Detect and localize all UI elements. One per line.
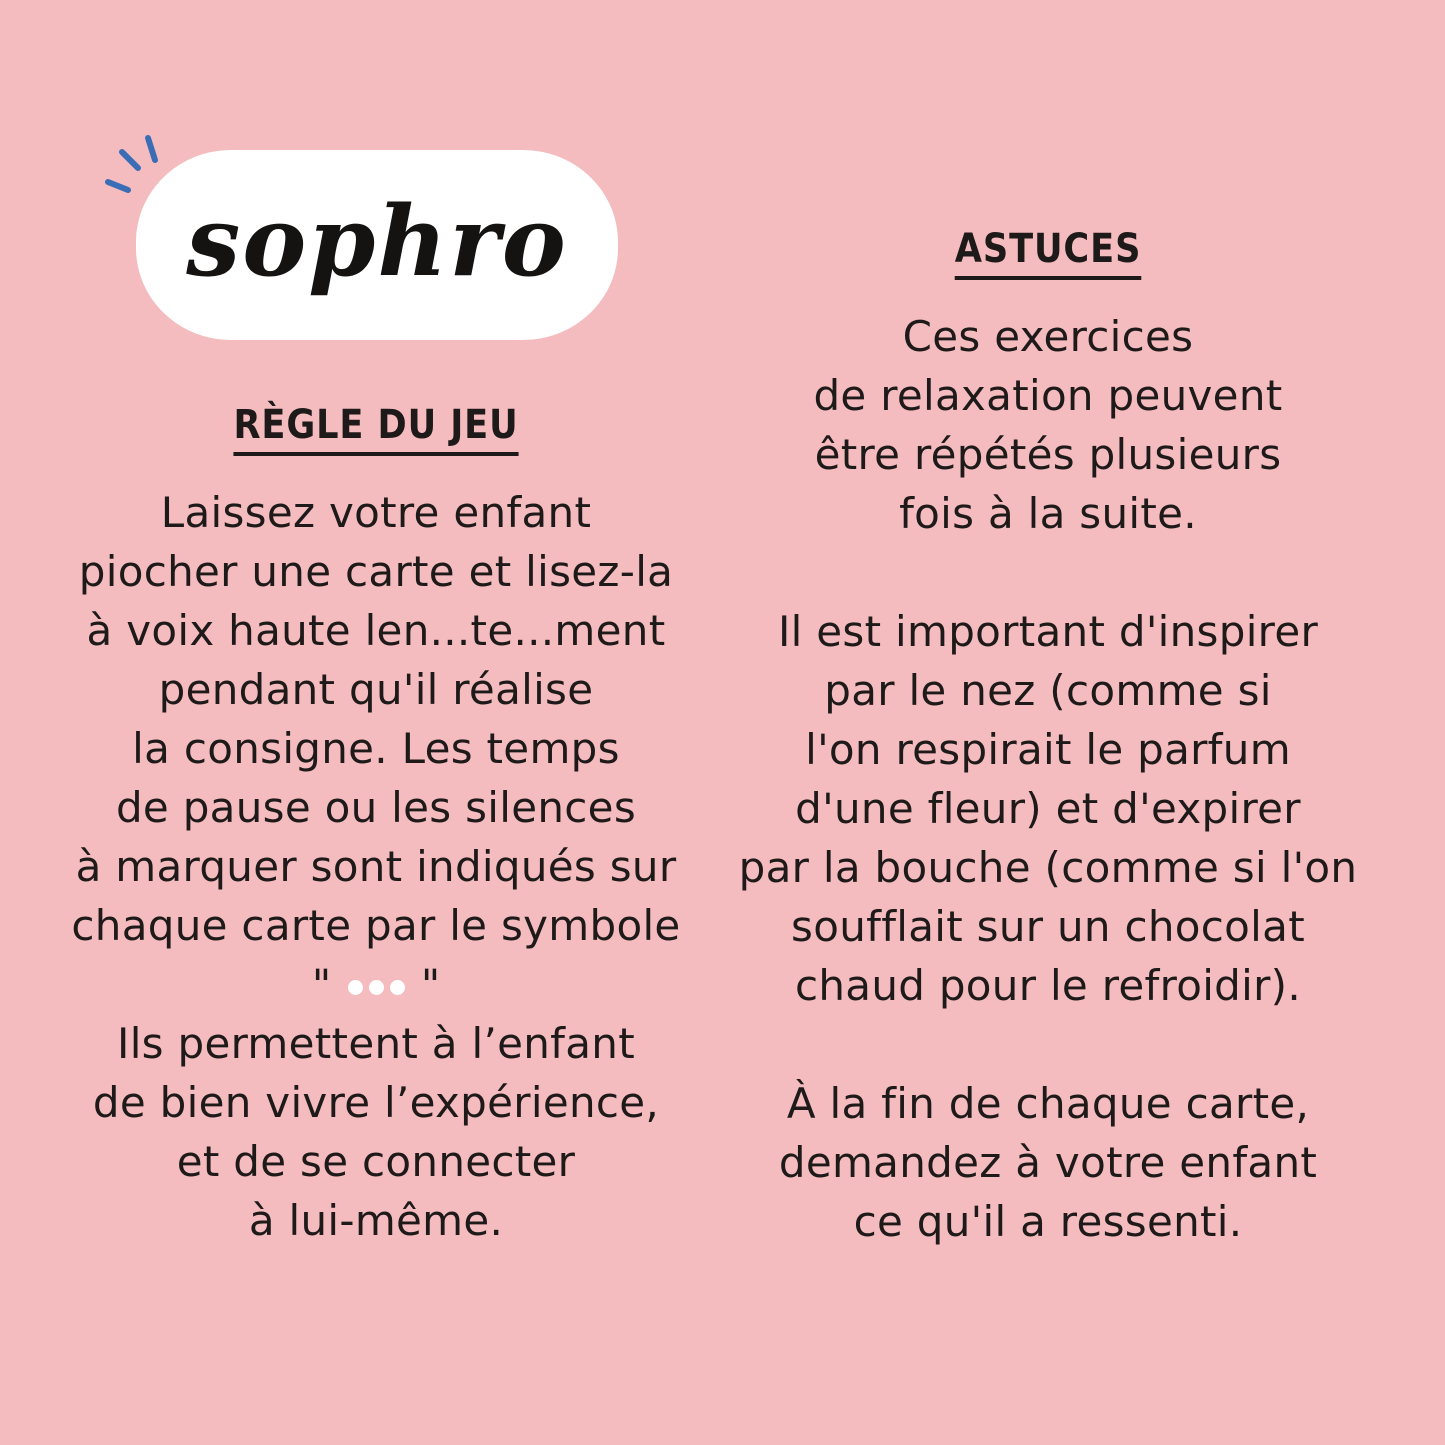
tips-line: d'une fleur) et d'expirer (795, 784, 1301, 833)
pause-dot (348, 980, 363, 995)
pause-symbol (40, 955, 712, 1014)
rules-line: Ils permettent à l’enfant (117, 1019, 635, 1068)
tips-line: l'on respirait le parfum (805, 725, 1291, 774)
rules-line: à lui-même. (248, 1196, 504, 1245)
rules-line: à voix haute len...te...ment (86, 606, 666, 655)
tips-line: être répétés plusieurs (814, 430, 1282, 479)
rules-heading: RÈGLE DU JEU (233, 402, 518, 456)
tips-heading: ASTUCES (955, 226, 1142, 280)
tips-line: par la bouche (comme si l'on (738, 843, 1358, 892)
rules-line: de bien vivre l’expérience, (92, 1078, 660, 1127)
tips-line: fois à la suite. (899, 489, 1197, 538)
rules-line: piocher une carte et lisez-la (78, 547, 674, 596)
rules-line: pendant qu'il réalise (158, 665, 594, 714)
tips-line: demandez à votre enfant (778, 1138, 1318, 1187)
rules-text (40, 483, 712, 1250)
rules-line: chaque carte par le symbole (71, 901, 681, 950)
tips-line: par le nez (comme si (824, 666, 1272, 715)
tips-line: À la fin de chaque carte, (786, 1079, 1310, 1128)
tips-line: ce qu'il a ressenti. (853, 1197, 1243, 1246)
quote-open: " (311, 960, 332, 1009)
rules-line: la consigne. Les temps (132, 724, 620, 773)
paragraph-gap (712, 1015, 1384, 1074)
logo-bubble (136, 150, 618, 340)
tips-line: chaud pour le refroidir). (794, 961, 1302, 1010)
rules-line: à marquer sont indiqués sur (75, 842, 677, 891)
paragraph-gap (712, 543, 1384, 602)
tips-line: soufflait sur un chocolat (791, 902, 1305, 951)
rules-section (40, 402, 712, 456)
rules-line: de pause ou les silences (115, 783, 637, 832)
tips-line: Il est important d'inspirer (777, 607, 1319, 656)
pause-dot (390, 980, 405, 995)
logo-text: sophro (186, 184, 568, 298)
pause-dot (369, 980, 384, 995)
rules-line: et de se connecter (176, 1137, 576, 1186)
tips-line: de relaxation peuvent (813, 371, 1283, 420)
tips-text (712, 307, 1384, 1251)
quote-close: " (420, 960, 441, 1009)
tips-line: Ces exercices (902, 312, 1194, 361)
rules-line: Laissez votre enfant (160, 488, 592, 537)
tips-section (712, 226, 1384, 280)
